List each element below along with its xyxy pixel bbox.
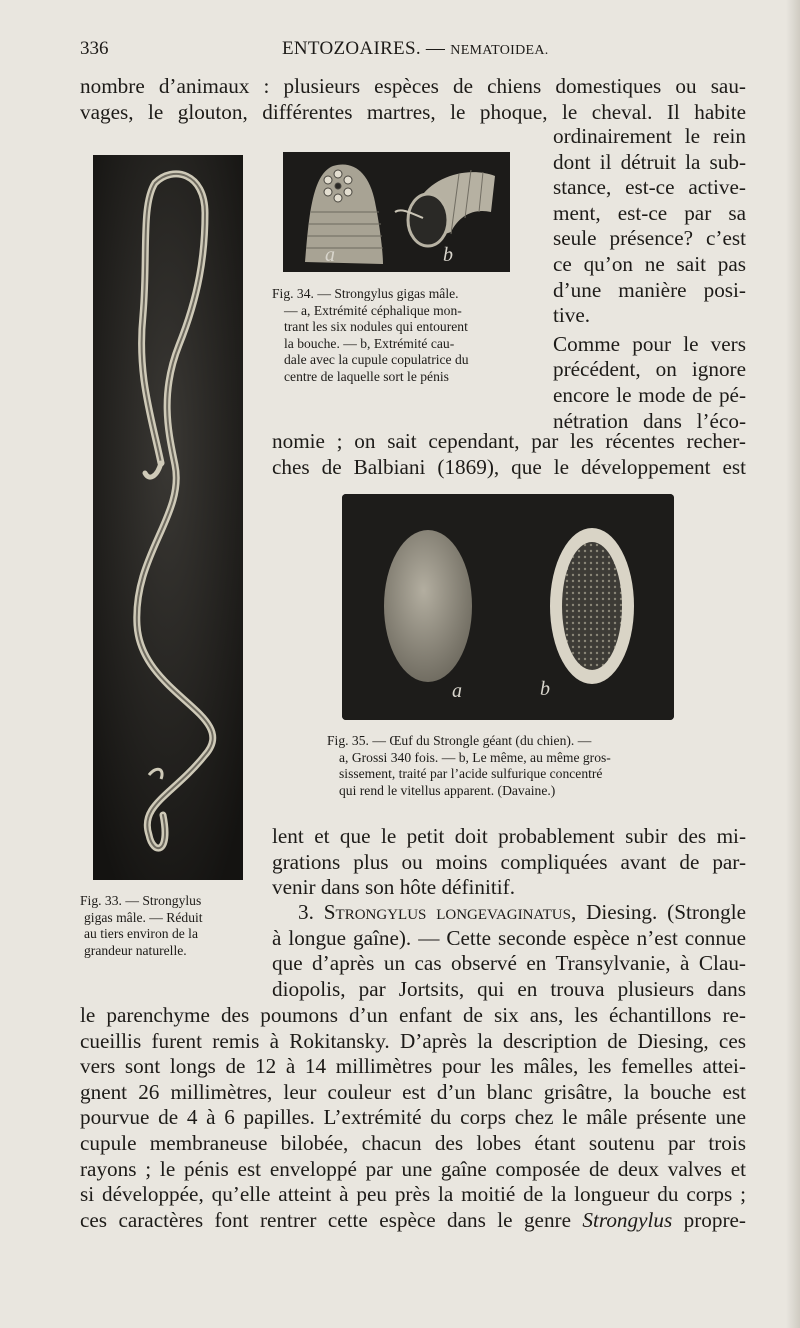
text-line: nétration dans l’éco- [553, 408, 746, 433]
text-line: lent et que le petit doit probablement subir des mi- [272, 824, 746, 848]
text-line: ce qu’on ne sait pas [553, 251, 746, 276]
head-and-tail-illustration [283, 152, 510, 272]
caption-line: centre de laquelle sort le pénis [284, 368, 449, 384]
last-line-after: propre- [672, 1207, 746, 1232]
right-column-text [553, 124, 746, 434]
text-line: vers sont longs de 12 à 14 millimètres pour les mâles, les femelles attei- [80, 1054, 746, 1079]
caption-line: a, Grossi 340 fois. — b, Le même, au même gros- [339, 749, 611, 765]
text-line: nombre d’animaux : plusieurs espèces de chiens domestiques ou sau- [80, 74, 746, 98]
text-line: vages, le glouton, différentes martres, le phoque, le cheval. Il habite [80, 99, 746, 124]
running-head-sub: NEMATOIDEA. [450, 43, 549, 58]
last-line [80, 1208, 746, 1234]
running-head-main: ENTOZOAIRES. — [282, 38, 446, 59]
paragraph-after-fig35 [272, 824, 746, 901]
paragraph-middle [272, 429, 746, 480]
caption-line: gigas mâle. — Réduit [84, 909, 203, 925]
text-line: ches de Balbiani (1869), que le développement est [272, 454, 746, 479]
figure-35-caption [327, 733, 707, 799]
text-line: venir dans son hôte définitif. [272, 875, 516, 900]
caption-line: Fig. 33. — Strongylus [80, 893, 202, 908]
genus-name: Strongylus [582, 1207, 673, 1232]
text-line: cueillis furent remis à Rokitansky. D’après la description de Diesing, ces [80, 1028, 746, 1053]
text-line: le parenchyme des poumons d’un enfant de six ans, les échantillons re- [80, 1003, 746, 1027]
text-line: dont il détruit la sub- [553, 149, 746, 174]
figure-33-caption [80, 893, 260, 959]
fig35-label-b: b [540, 678, 550, 700]
running-head [282, 38, 549, 60]
text-line: nomie ; on sait cependant, par les récentes recher- [272, 429, 746, 453]
species-author: , Diesing. (Strongle [570, 900, 747, 924]
caption-line: grandeur naturelle. [84, 942, 187, 958]
text-line: rayons ; le pénis est enveloppé par une gaîne composée de deux valves et [80, 1156, 746, 1181]
text-line: que d’après un cas observé en Transylvanie, à Clau- [272, 951, 746, 976]
fig35-label-a: a [452, 680, 462, 702]
figure-33-plate [93, 155, 243, 880]
text-line: à longue gaîne). — Cette seconde espèce n’est connue [272, 925, 746, 950]
species-name: Strongylus longevaginatus [323, 900, 571, 924]
text-line: seule présence? c’est [553, 226, 746, 251]
text-line: cupule membraneuse bilobée, chacun des lobes étant soutenu par trois [80, 1130, 746, 1155]
paragraph-top [80, 74, 746, 125]
caption-line: qui rend le vitellus apparent. (Davaine.) [339, 782, 556, 798]
text-line: précédent, on ignore [553, 357, 746, 382]
text-line: stance, est-ce active- [553, 175, 746, 200]
fig34-label-b: b [443, 244, 453, 266]
copulatory-cup [408, 194, 448, 246]
caption-line: au tiers environ de la [84, 926, 198, 941]
last-line-before: ces caractères font rentrer cette espèce dans le genre [80, 1207, 583, 1232]
text-line: Comme pour le vers [553, 331, 746, 356]
text-line: diopolis, par Jortsits, qui en trouva plusieurs dans [272, 976, 746, 1001]
caption-line: Fig. 34. — Strongylus gigas mâle. [272, 286, 459, 301]
worm-illustration [93, 155, 243, 880]
species-heading [272, 900, 746, 926]
text-line: si développée, qu’elle atteint à peu près la moitié de la longueur du corps ; [80, 1182, 746, 1207]
fig34-label-a: a [325, 244, 335, 266]
eggs-illustration [342, 494, 674, 720]
text-line: d’une manière posi- [553, 277, 746, 302]
egg-b-vitellus [562, 542, 622, 670]
egg-a [384, 530, 472, 682]
figure-35-plate [342, 494, 674, 720]
figure-34-caption [272, 286, 532, 385]
text-line: tive. [553, 303, 591, 328]
text-line: ment, est-ce par sa [553, 200, 746, 225]
caption-line: Fig. 35. — Œuf du Strongle géant (du chien). — [327, 733, 592, 748]
caption-line: sissement, traité par l’acide sulfurique concentré [339, 766, 603, 781]
caption-line: — a, Extrémité céphalique mon- [284, 302, 462, 318]
page-number: 336 [80, 38, 109, 59]
text-line: pourvue de 4 à 6 papilles. L’extrémité du corps chez le mâle présente une [80, 1105, 746, 1130]
text-line: encore le mode de pé- [553, 382, 746, 407]
text-line: ordinairement le rein [553, 124, 746, 148]
caption-line: dale avec la cupule copulatrice du [284, 352, 469, 367]
page-header [80, 38, 746, 64]
text-line: grations plus ou moins compliquées avant de par- [272, 849, 746, 874]
species-description [80, 1003, 746, 1233]
text-line: gnent 26 millimètres, leur couleur est d’un blanc grisâtre, la bouche est [80, 1079, 746, 1104]
page-edge [786, 0, 800, 1328]
species-number: 3. [298, 900, 314, 924]
caption-line: trant les six nodules qui entourent [284, 319, 468, 334]
caption-line: la bouche. — b, Extrémité cau- [284, 335, 455, 351]
figure-34-plate [283, 152, 510, 272]
species-section [272, 900, 746, 1002]
